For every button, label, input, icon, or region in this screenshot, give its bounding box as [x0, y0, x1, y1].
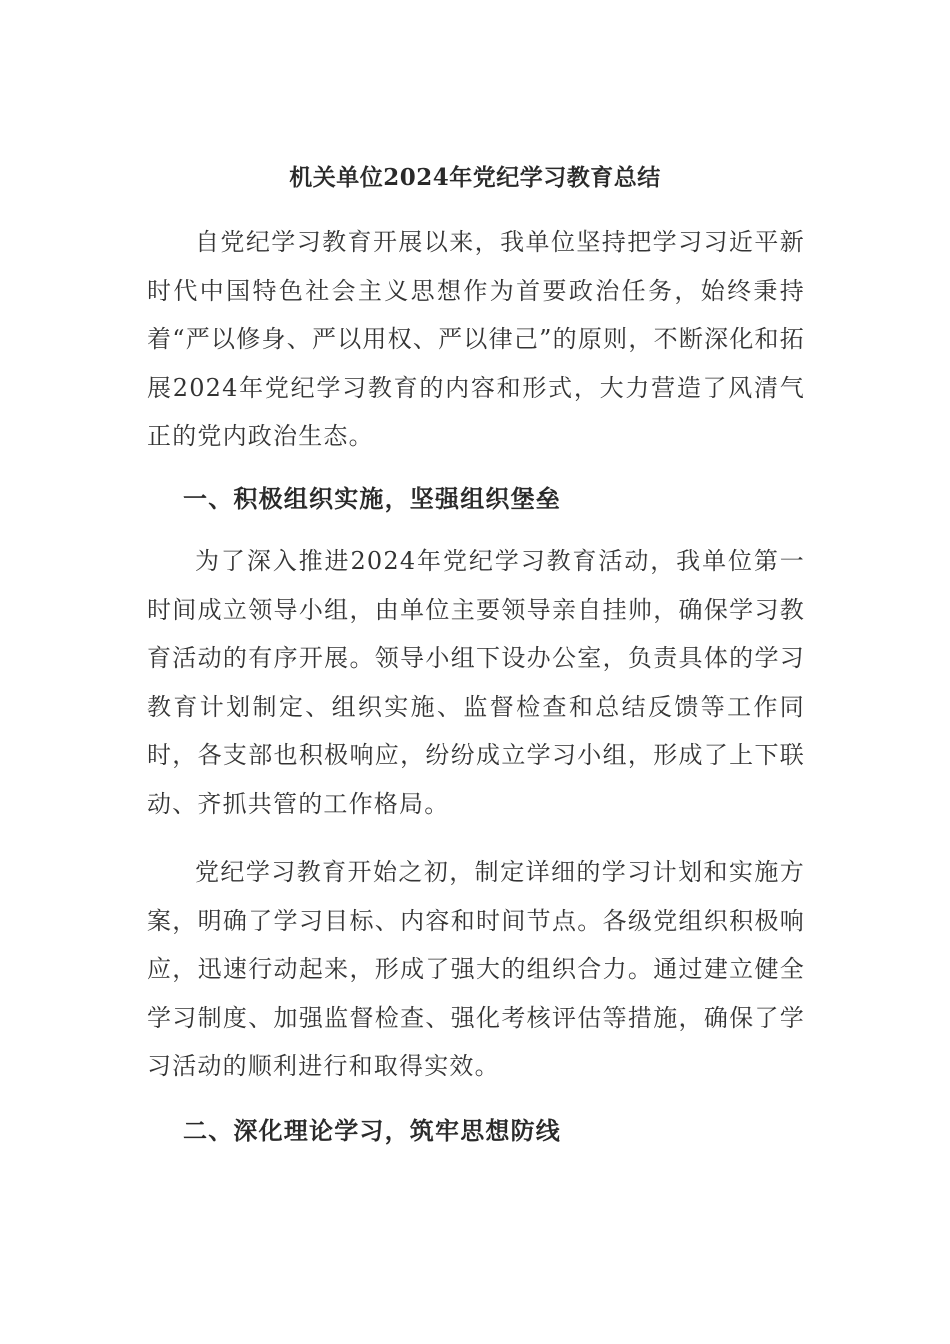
- section-2-heading: 二、深化理论学习，筑牢思想防线: [183, 1116, 561, 1145]
- section-1-heading: 一、积极组织实施，坚强组织堡垒: [183, 484, 561, 513]
- document-title: 机关单位2024年党纪学习教育总结: [289, 164, 661, 191]
- section-1-paragraph-2: 党纪学习教育开始之初，制定详细的学习计划和实施方案，明确了学习目标、内容和时间节点。各级党组织积极响应，迅速行动起来，形成了强大的组织合力。通过建立健全学习制度、加强监督检查、强化考核评估等措施，确保了学习活动的顺利进行和取得实效。: [147, 858, 805, 1080]
- intro-paragraph: 自党纪学习教育开展以来，我单位坚持把学习习近平新时代中国特色社会主义思想作为首要政治任务，始终秉持着“严以修身、严以用权、严以律己”的原则，不断深化和拓展2024年党纪学习教育的内容和形式，大力营造了风清气正的党内政治生态。: [147, 228, 805, 450]
- section-1-paragraph-1: 为了深入推进2024年党纪学习教育活动，我单位第一时间成立领导小组，由单位主要领导亲自挂帅，确保学习教育活动的有序开展。领导小组下设办公室，负责具体的学习教育计划制定、组织实施、监督检查和总结反馈等工作同时，各支部也积极响应，纷纷成立学习小组，形成了上下联动、齐抓共管的工作格局。: [147, 547, 805, 818]
